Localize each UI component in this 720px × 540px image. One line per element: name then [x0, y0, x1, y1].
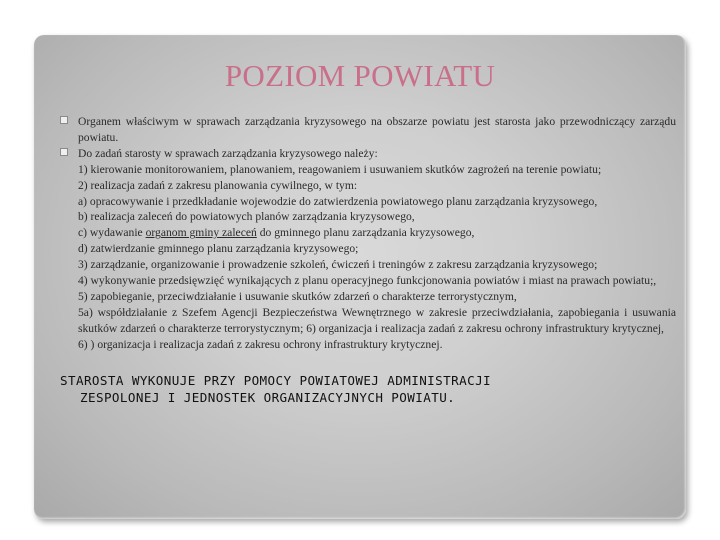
list-item-c	[60, 225, 676, 241]
item-c-suffix: do gminnego planu zarządzania kryzysowego,	[256, 226, 475, 240]
slide-body	[60, 114, 676, 353]
bullet-text-1: Organem właściwym w sprawach zarządzania kryzysowego na obszarze powiatu jest starosta jako przewodniczący zarządu powiatu.	[78, 115, 676, 144]
list-item: 3) zarządzanie, organizowanie i prowadzenie szkoleń, ćwiczeń i treningów z zakresu zarządzania kryzysowego;	[78, 258, 598, 272]
item-c-prefix: c) wydawanie	[78, 226, 146, 240]
item-c-underlined-text: organom gminy zaleceń	[145, 226, 257, 240]
list-item: 1) kierowanie monitorowaniem, planowaniem, reagowaniem i usuwaniem skutków zagrożeń na terenie powiatu;	[78, 162, 602, 176]
footer-line-2: ZESPOLONEJ I JEDNOSTEK ORGANIZACYJNYCH POWIATU.	[80, 390, 456, 405]
bullet-paragraph-2	[60, 146, 676, 162]
list-item: 5) zapobieganie, przeciwdziałanie i usuwanie skutków zdarzeń o charakterze terrorystycznym,	[78, 289, 517, 303]
list-item: 6) ) organizacja i realizacja zadań z zakresu ochrony infrastruktury krytycznej.	[78, 337, 443, 351]
list-item: d) zatwierdzanie gminnego planu zarządzania kryzysowego;	[78, 242, 359, 256]
bullet-paragraph-1	[60, 114, 676, 146]
list-item: a) opracowywanie i przedkładanie wojewodzie do zatwierdzenia powiatowego planu zarządzania kryzysowego,	[78, 194, 598, 208]
list-item: 5a) współdziałanie z Szefem Agencji Bezpieczeństwa Wewnętrznego w zakresie przeciwdziałania, zapobiegania i usuwania skutków zdarzeń o charakterze terrorystycznym; 6) organizacja i realizacja zadań z zakresu ochrony infrastruktury krytycznej,	[78, 305, 676, 335]
footer-statement	[60, 372, 680, 406]
bullet-text-2: Do zadań starosty w sprawach zarządzania kryzysowego należy:	[78, 146, 378, 160]
list-item: b) realizacja zaleceń do powiatowych planów zarządzania kryzysowego,	[78, 210, 415, 224]
slide-title: POZIOM POWIATU	[224, 58, 496, 93]
list-item: 4) wykonywanie przedsięwzięć wynikających z planu operacyjnego funkcjonowania powiatów i miast na prawach powiatu;,	[78, 274, 657, 288]
square-bullet-icon	[60, 116, 68, 124]
list-item: 2) realizacja zadań z zakresu planowania cywilnego, w tym:	[78, 178, 358, 192]
square-bullet-icon	[60, 148, 68, 156]
footer-line-1: STAROSTA WYKONUJE PRZY POMOCY POWIATOWEJ ADMINISTRACJI	[60, 373, 492, 388]
